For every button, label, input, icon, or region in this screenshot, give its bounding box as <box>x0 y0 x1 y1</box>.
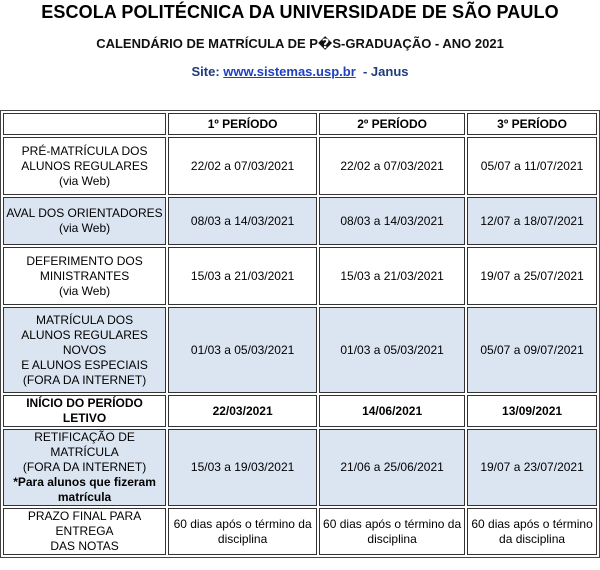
row-label-line: MATRÍCULA DOS <box>35 312 134 327</box>
site-line <box>0 64 600 79</box>
date-cell: 19/07 a 25/07/2021 <box>467 247 597 305</box>
site-suffix: - Janus <box>362 64 409 79</box>
deadline-line: disciplina <box>217 531 268 546</box>
row-label-line: PRÉ-MATRÍCULA DOS <box>21 143 148 158</box>
row-label <box>3 307 166 393</box>
date-cell: 19/07 a 23/07/2021 <box>467 429 597 506</box>
date-cell: 01/03 a 05/03/2021 <box>168 307 317 393</box>
row-note-line: matrícula <box>57 490 112 504</box>
date-cell: 14/06/2021 <box>319 395 465 427</box>
date-cell: 15/03 a 21/03/2021 <box>319 247 465 305</box>
date-cell: 22/03/2021 <box>168 395 317 427</box>
table-row-pre-matricula <box>3 137 597 195</box>
deadline-line: 60 dias após o término <box>471 516 593 531</box>
row-label: INÍCIO DO PERÍODO LETIVO <box>3 395 166 427</box>
row-label-line: ALUNOS REGULARES NOVOS <box>21 327 148 357</box>
row-label <box>3 137 166 195</box>
column-header-period-1: 1º PERÍODO <box>168 113 317 135</box>
row-label-line: ALUNOS REGULARES <box>21 158 148 173</box>
table-row-matricula <box>3 307 597 393</box>
row-label-line: (via Web) <box>58 173 111 188</box>
deadline-cell <box>319 508 465 555</box>
row-label-line: (via Web) <box>58 221 111 235</box>
date-cell: 05/07 a 11/07/2021 <box>467 137 597 195</box>
column-header-period-2: 2º PERÍODO <box>319 113 465 135</box>
date-cell: 15/03 a 21/03/2021 <box>168 247 317 305</box>
row-label <box>3 197 166 245</box>
date-cell: 08/03 a 14/03/2021 <box>168 197 317 245</box>
table-row-inicio-periodo <box>3 395 597 427</box>
row-label-line: (via Web) <box>58 283 111 298</box>
row-label-line: AVAL DOS ORIENTADORES <box>6 206 163 220</box>
deadline-cell <box>467 508 597 555</box>
row-label <box>3 247 166 305</box>
date-cell: 12/07 a 18/07/2021 <box>467 197 597 245</box>
row-label-line: DEFERIMENTO DOS <box>26 253 143 268</box>
column-header-blank <box>3 113 166 135</box>
date-cell: 13/09/2021 <box>467 395 597 427</box>
deadline-cell <box>168 508 317 555</box>
row-label <box>3 508 166 555</box>
row-label-line: RETIFICAÇÃO DE MATRÍCULA <box>34 430 135 459</box>
row-label-line: DAS NOTAS <box>50 539 119 553</box>
date-cell: 15/03 a 19/03/2021 <box>168 429 317 506</box>
enrollment-calendar-table <box>0 110 600 558</box>
deadline-line: 60 dias após o término da <box>323 516 462 531</box>
row-label-line: (FORA DA INTERNET) <box>22 372 147 387</box>
table-row-deferimento <box>3 247 597 305</box>
row-label <box>3 429 166 506</box>
table-row-aval-orientadores <box>3 197 597 245</box>
row-note-line: *Para alunos que fizeram <box>13 475 156 489</box>
deadline-line: disciplina <box>367 531 417 546</box>
row-label-line: MINISTRANTES <box>39 268 130 283</box>
date-cell: 22/02 a 07/03/2021 <box>168 137 317 195</box>
table-header-row <box>3 113 597 135</box>
site-label: Site: <box>191 64 220 79</box>
table-row-retificacao <box>3 429 597 506</box>
date-cell: 01/03 a 05/03/2021 <box>319 307 465 393</box>
site-link[interactable]: www.sistemas.usp.br <box>223 64 356 79</box>
calendar-subtitle: CALENDÁRIO DE MATRÍCULA DE P�S-GRADUAÇÃO - ANO 2021 <box>96 36 504 51</box>
document-title: ESCOLA POLITÉCNICA DA UNIVERSIDADE DE SÃO PAULO <box>41 2 559 22</box>
row-label-line: PRAZO FINAL PARA ENTREGA <box>27 509 142 538</box>
deadline-line: da disciplina <box>499 531 566 546</box>
date-cell: 21/06 a 25/06/2021 <box>319 429 465 506</box>
table-row-prazo-notas <box>3 508 597 555</box>
column-header-period-3: 3º PERÍODO <box>467 113 597 135</box>
date-cell: 05/07 a 09/07/2021 <box>467 307 597 393</box>
date-cell: 22/02 a 07/03/2021 <box>319 137 465 195</box>
deadline-line: 60 dias após o término da <box>173 516 312 531</box>
row-label-line: (FORA DA INTERNET) <box>22 460 147 474</box>
date-cell: 08/03 a 14/03/2021 <box>319 197 465 245</box>
row-label-line: E ALUNOS ESPECIAIS <box>21 357 148 372</box>
